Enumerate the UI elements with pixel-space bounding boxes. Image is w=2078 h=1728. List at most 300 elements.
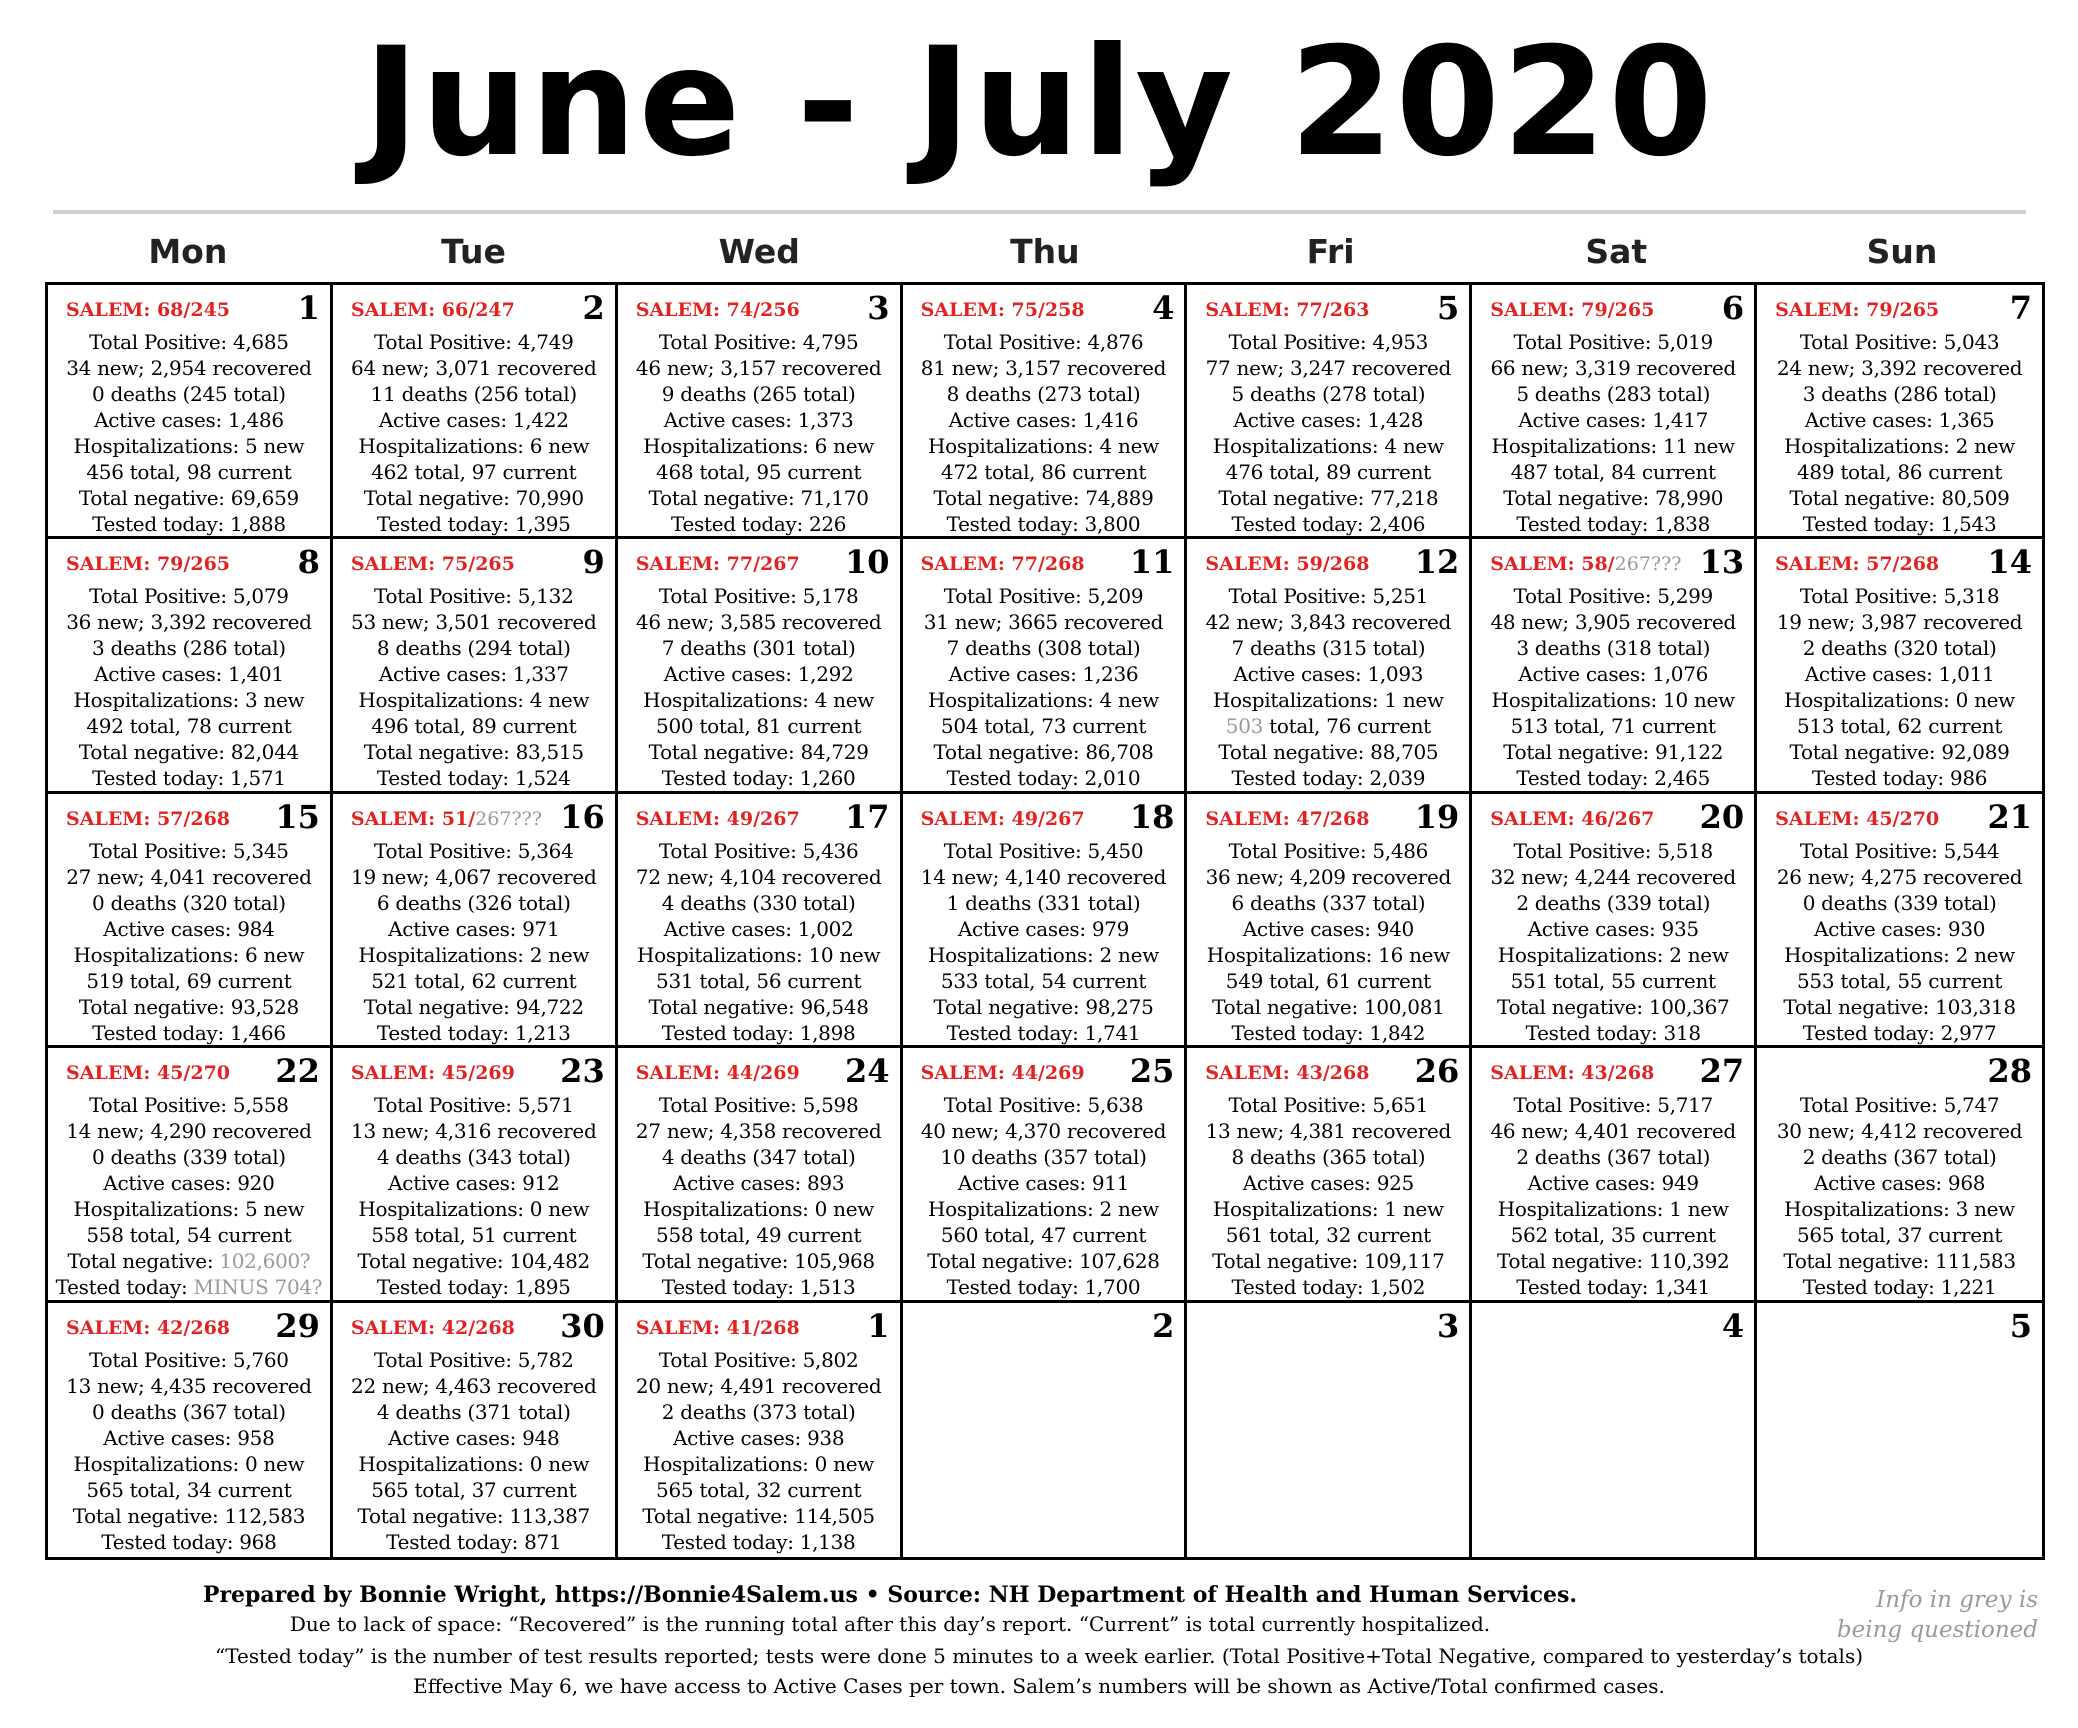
day-stats <box>618 1092 900 1300</box>
day-stats <box>48 1347 330 1555</box>
stat-line: 24 new; 3,392 recovered <box>1776 356 2023 380</box>
stat-line: Total negative: 103,318 <box>1783 994 2016 1019</box>
stat-line: 2 deaths (367 total) <box>1516 1145 1711 1170</box>
stat-line: 2 deaths (339 total) <box>1516 890 1711 915</box>
day-stats <box>1187 583 1469 791</box>
stat-questioned: 102,600? <box>219 1249 311 1274</box>
day-cell <box>1187 285 1472 539</box>
stat-line: Hospitalizations: 4 new <box>928 434 1159 458</box>
stat-line: 66 new; 3,319 recovered <box>1490 356 1736 380</box>
day-cell <box>903 1048 1188 1302</box>
stat-line: Total Positive: 5,019 <box>1513 330 1713 354</box>
stat-line: Hospitalizations: 0 new <box>358 1451 590 1476</box>
salem-cases: SALEM: 49/267 <box>920 807 1085 830</box>
stat-line: Hospitalizations: 6 new <box>643 434 875 458</box>
stat-line: 3 deaths (318 total) <box>1516 636 1711 661</box>
stat-line: Total negative: 92,089 <box>1789 740 2010 765</box>
day-number: 23 <box>560 1052 605 1091</box>
day-stats <box>1472 1092 1754 1300</box>
footer-note-active: Effective May 6, we have access to Active Cases per town. Salem’s numbers will be shown as Active/Total confirmed cases. <box>413 1674 1665 1698</box>
stat-line: Total Positive: 4,685 <box>89 330 289 354</box>
day-number: 27 <box>1699 1052 1745 1091</box>
weekday-thu: Thu <box>1010 232 1080 271</box>
stat-line: Active cases: 912 <box>388 1171 560 1196</box>
stat-line: Tested today: 1,138 <box>661 1529 856 1554</box>
stat-line: Total negative: 70,990 <box>363 486 584 510</box>
salem-cases: SALEM: 79/265 <box>1775 299 1940 321</box>
stat-line: 46 new; 3,157 recovered <box>635 356 882 380</box>
stat-line: Total Positive: 5,436 <box>658 838 859 863</box>
stat-line: Total negative: 74,889 <box>933 486 1154 510</box>
day-cell <box>48 1048 333 1302</box>
day-stats <box>1187 838 1469 1046</box>
day-cell <box>903 285 1188 539</box>
stat-line: 22 new; 4,463 recovered <box>351 1373 597 1398</box>
stat-line: 27 new; 4,041 recovered <box>66 864 312 889</box>
stat-line: Total negative: 113,387 <box>357 1503 590 1528</box>
stat-line: Total negative: 107,628 <box>927 1249 1160 1274</box>
stat-line: Active cases: 911 <box>957 1171 1130 1196</box>
day-number: 13 <box>1699 543 1745 582</box>
stat-line: 77 new; 3,247 recovered <box>1205 356 1452 380</box>
stat-line: Total negative: 111,583 <box>1783 1249 2016 1274</box>
stat-line: Total Positive: 5,760 <box>89 1347 289 1372</box>
stat-line: Hospitalizations: 2 new <box>928 942 1159 967</box>
day-cell <box>1757 1048 2042 1302</box>
day-number: 10 <box>845 543 890 582</box>
stat-line: 565 total, 37 current <box>371 1477 577 1502</box>
day-number: 20 <box>1699 797 1745 836</box>
stat-line: Hospitalizations: 2 new <box>358 942 590 967</box>
stat-line: Total Positive: 5,747 <box>1799 1093 2000 1118</box>
stat-line: 5 deaths (278 total) <box>1231 382 1426 406</box>
day-stats <box>1187 1092 1469 1300</box>
stat-line: 53 new; 3,501 recovered <box>351 610 597 635</box>
stat-line: Total Positive: 5,638 <box>943 1093 1144 1118</box>
stat-line: 562 total, 35 current <box>1510 1223 1716 1248</box>
stat-line: Total negative: 71,170 <box>648 486 869 510</box>
stat-line: Total negative: 105,968 <box>642 1249 875 1274</box>
day-number: 8 <box>297 543 320 582</box>
stat-line: 13 new; 4,381 recovered <box>1205 1119 1452 1144</box>
stat-line: 0 deaths (367 total) <box>92 1399 286 1424</box>
stat-line: 456 total, 98 current <box>86 460 292 484</box>
stat-line <box>1187 713 1469 739</box>
stat-line: Hospitalizations: 0 new <box>358 1197 590 1222</box>
stat-line: 26 new; 4,275 recovered <box>1776 864 2023 889</box>
salem-cases: SALEM: 75/258 <box>920 299 1085 321</box>
day-number: 30 <box>560 1306 605 1345</box>
stat-line: Total Positive: 5,651 <box>1228 1093 1429 1118</box>
salem-cases: SALEM: 59/268 <box>1205 553 1370 576</box>
stat-line: 6 deaths (326 total) <box>376 890 571 915</box>
stat-line: Active cases: 1,093 <box>1233 662 1424 687</box>
stat-line: 533 total, 54 current <box>940 968 1147 993</box>
stat-line: Active cases: 1,401 <box>94 662 284 687</box>
stat-line: Tested today: 1,741 <box>946 1020 1141 1045</box>
salem-cases <box>1490 553 1681 575</box>
stat-line: 468 total, 95 current <box>656 460 862 484</box>
day-number: 28 <box>1987 1052 2032 1091</box>
stat-line: 521 total, 62 current <box>371 968 577 993</box>
stat-line: 3 deaths (286 total) <box>92 636 286 661</box>
stat-line: Hospitalizations: 3 new <box>1784 1197 2016 1222</box>
stat-line: Tested today: 1,260 <box>661 766 856 791</box>
salem-cases: SALEM: 44/269 <box>635 1062 800 1085</box>
stat-line: 72 new; 4,104 recovered <box>635 864 882 889</box>
salem-cases: SALEM: 44/269 <box>920 1062 1085 1085</box>
stat-line: Total negative: 94,722 <box>363 994 584 1019</box>
stat-line: 472 total, 86 current <box>940 460 1147 484</box>
stat-line: 513 total, 62 current <box>1796 714 2003 739</box>
stat-line: Hospitalizations: 4 new <box>1212 434 1444 458</box>
day-cell <box>1472 794 1757 1048</box>
day-number: 3 <box>867 289 890 327</box>
stat-line: 551 total, 55 current <box>1510 968 1716 993</box>
stat-line: 64 new; 3,071 recovered <box>351 356 597 380</box>
day-stats <box>618 838 900 1046</box>
stat-line: 31 new; 3665 recovered <box>923 610 1164 635</box>
stat-line: Active cases: 1,292 <box>663 662 854 687</box>
salem-cases: SALEM: 45/269 <box>350 1062 515 1085</box>
stat-line: 549 total, 61 current <box>1225 968 1431 993</box>
stat-line: Total negative: 112,583 <box>72 1503 306 1528</box>
weekday-wed: Wed <box>718 232 800 271</box>
stat-line: Total Positive: 4,953 <box>1228 330 1429 354</box>
stat-line: 14 new; 4,140 recovered <box>920 864 1167 889</box>
calendar-title: June - July 2020 <box>363 16 1715 190</box>
stat-line: 0 deaths (339 total) <box>1802 890 1997 915</box>
stat-line: 6 deaths (337 total) <box>1231 890 1426 915</box>
day-number: 11 <box>1129 543 1175 582</box>
stat-line: Active cases: 930 <box>1813 916 1986 941</box>
stat-line: 5 deaths (283 total) <box>1516 382 1711 406</box>
day-cell <box>903 1303 1188 1557</box>
stat-line: Hospitalizations: 2 new <box>1784 434 2016 458</box>
stat-line: Total Positive: 5,717 <box>1513 1093 1713 1118</box>
day-number: 17 <box>845 797 890 836</box>
stat-line: Active cases: 940 <box>1242 916 1414 941</box>
day-stats <box>48 583 330 791</box>
stat-line: Total negative: 83,515 <box>363 740 584 765</box>
stat-line: Tested today: 1,502 <box>1231 1275 1426 1300</box>
stat-line: 32 new; 4,244 recovered <box>1490 864 1736 889</box>
stat-line: Total Positive: 4,749 <box>374 330 574 354</box>
stat-line: Tested today: 1,700 <box>946 1275 1141 1300</box>
day-stats <box>1757 583 2042 791</box>
day-cell <box>1757 285 2042 539</box>
stat-label: Tested today: <box>55 1275 194 1300</box>
stat-line: Hospitalizations: 2 new <box>1784 942 2016 967</box>
stat-line: Active cases: 1,422 <box>378 408 569 432</box>
stat-line: Tested today: 2,039 <box>1231 766 1426 791</box>
stat-line: Tested today: 1,888 <box>92 512 286 536</box>
salem-cases: SALEM: 74/256 <box>635 299 800 321</box>
stat-line: Tested today: 1,395 <box>376 512 571 536</box>
stat-line: Total negative: 88,705 <box>1218 740 1439 765</box>
stat-line: 531 total, 56 current <box>656 968 862 993</box>
stat-line: Active cases: 971 <box>388 916 560 941</box>
stat-line: Total Positive: 5,043 <box>1799 330 2000 354</box>
day-number: 5 <box>2009 1306 2032 1345</box>
stat-line: Tested today: 3,800 <box>946 512 1141 536</box>
stat-line: Active cases: 968 <box>1813 1171 1986 1196</box>
stat-line: 8 deaths (365 total) <box>1231 1145 1426 1170</box>
day-stats <box>618 583 900 791</box>
stat-line: Hospitalizations: 0 new <box>643 1451 875 1476</box>
stat-line: 7 deaths (301 total) <box>661 636 856 661</box>
stat-questioned: MINUS 704? <box>193 1275 323 1300</box>
stat-line: 496 total, 89 current <box>371 714 577 739</box>
salem-cases-active: SALEM: 58/ <box>1490 553 1615 576</box>
stat-line: 504 total, 73 current <box>940 714 1147 739</box>
stat-line: Total Positive: 5,299 <box>1513 584 1713 609</box>
stat-line: Active cases: 984 <box>103 916 275 941</box>
stat-line: Hospitalizations: 4 new <box>643 688 875 713</box>
day-cell <box>1187 1048 1472 1302</box>
stat-line: Total Positive: 5,558 <box>89 1093 289 1118</box>
stat-line: Tested today: 1,213 <box>376 1020 571 1045</box>
weekday-tue: Tue <box>441 232 506 271</box>
weekday-fri: Fri <box>1306 232 1355 271</box>
salem-cases: SALEM: 79/265 <box>66 553 231 576</box>
day-number: 29 <box>275 1306 320 1345</box>
stat-line: 4 deaths (371 total) <box>376 1399 571 1424</box>
day-stats <box>333 1092 615 1300</box>
calendar-grid <box>45 282 2045 1560</box>
day-stats <box>1472 583 1754 791</box>
day-cell <box>618 794 903 1048</box>
grey-info-legend-line1: Info in grey is <box>1876 1587 2038 1613</box>
stat-line: Total negative: 86,708 <box>933 740 1154 765</box>
day-cell <box>618 1303 903 1557</box>
salem-cases-active: SALEM: 51/ <box>350 807 476 830</box>
day-cell <box>333 1303 618 1557</box>
salem-cases: SALEM: 49/267 <box>635 807 800 830</box>
stat-line: 0 deaths (320 total) <box>92 890 286 915</box>
day-cell <box>333 285 618 539</box>
day-cell <box>618 285 903 539</box>
stat-line: Tested today: 2,977 <box>1802 1020 1997 1045</box>
day-cell <box>903 539 1188 793</box>
stat-line: Active cases: 1,486 <box>94 408 284 432</box>
stat-line: Total negative: 104,482 <box>357 1249 590 1274</box>
day-cell <box>1472 539 1757 793</box>
day-stats <box>48 838 330 1046</box>
day-stats <box>333 838 615 1046</box>
stat-line: Tested today: 1,842 <box>1231 1020 1426 1045</box>
stat-line: Total negative: 78,990 <box>1503 486 1724 510</box>
stat-line: 489 total, 86 current <box>1796 460 2003 484</box>
salem-cases: SALEM: 41/268 <box>635 1316 800 1339</box>
stat-line: Total Positive: 5,571 <box>374 1093 574 1118</box>
stat-line: Hospitalizations: 2 new <box>1497 942 1729 967</box>
stat-line: 27 new; 4,358 recovered <box>635 1119 882 1144</box>
salem-cases: SALEM: 79/265 <box>1490 299 1655 321</box>
day-number: 2 <box>1152 1306 1175 1345</box>
weekday-sat: Sat <box>1585 232 1648 271</box>
stat-line: Active cases: 1,076 <box>1518 662 1709 687</box>
stat-line: Active cases: 925 <box>1242 1171 1414 1196</box>
day-cell <box>618 539 903 793</box>
stat-line: Tested today: 1,513 <box>661 1275 856 1300</box>
stat-line: Total Positive: 5,782 <box>374 1347 574 1372</box>
stat-line: 4 deaths (343 total) <box>376 1145 571 1170</box>
stat-line: 561 total, 32 current <box>1225 1223 1431 1248</box>
day-cell <box>333 794 618 1048</box>
stat-line: Total negative: 69,659 <box>78 486 299 510</box>
salem-cases: SALEM: 77/268 <box>920 553 1085 576</box>
stat-line: Active cases: 1,416 <box>948 408 1139 432</box>
stat-line: Hospitalizations: 2 new <box>928 1197 1159 1222</box>
day-cell <box>48 1303 333 1557</box>
day-stats <box>903 1092 1185 1300</box>
footer-credit: Prepared by Bonnie Wright, https://Bonnie4Salem.us • Source: NH Department of Health and Human Services. <box>202 1582 1578 1608</box>
stat-line: Total Positive: 5,802 <box>658 1347 859 1372</box>
grey-info-legend-line2: being questioned <box>1836 1617 2038 1643</box>
stat-line: 14 new; 4,290 recovered <box>66 1119 312 1144</box>
stat-line: Active cases: 935 <box>1527 916 1699 941</box>
footer-note-recovered: Due to lack of space: “Recovered” is the running total after this day’s report. “Current” is total currently hospitalized. <box>289 1612 1491 1636</box>
day-number: 12 <box>1414 543 1460 582</box>
salem-cases: SALEM: 68/245 <box>66 299 231 321</box>
salem-cases: SALEM: 43/268 <box>1490 1062 1655 1085</box>
stat-line <box>48 1274 330 1300</box>
day-stats <box>1472 838 1754 1046</box>
day-cell <box>1757 539 2042 793</box>
day-cell <box>48 539 333 793</box>
stat-line: Total negative: 98,275 <box>933 994 1154 1019</box>
salem-cases: SALEM: 45/270 <box>1775 807 1940 830</box>
salem-cases: SALEM: 42/268 <box>350 1316 515 1339</box>
stat-line: 30 new; 4,412 recovered <box>1776 1119 2023 1144</box>
stat-line: Hospitalizations: 0 new <box>1784 688 2016 713</box>
stat-line: 565 total, 37 current <box>1796 1223 2003 1248</box>
salem-cases-questioned: 267??? <box>1614 553 1682 576</box>
salem-cases: SALEM: 75/265 <box>350 553 515 576</box>
stat-line: Tested today: 1,341 <box>1516 1275 1711 1300</box>
stat-line: 20 new; 4,491 recovered <box>635 1373 882 1398</box>
day-number: 3 <box>1437 1306 1460 1345</box>
stat-line: Active cases: 920 <box>103 1171 275 1196</box>
stat-line: Total negative: 110,392 <box>1496 1249 1730 1274</box>
stat-line: Hospitalizations: 4 new <box>928 688 1159 713</box>
day-cell <box>333 539 618 793</box>
stat-line: Total negative: 80,509 <box>1789 486 2010 510</box>
stat-line: 42 new; 3,843 recovered <box>1205 610 1452 635</box>
stat-line: 9 deaths (265 total) <box>661 382 856 406</box>
stat-line: Tested today: 2,406 <box>1231 512 1426 536</box>
stat-line: Total negative: 100,367 <box>1496 994 1730 1019</box>
stat-line: Total negative: 100,081 <box>1212 994 1445 1019</box>
stat-line: Total Positive: 5,318 <box>1799 584 2000 609</box>
salem-cases: SALEM: 46/267 <box>1490 807 1655 830</box>
day-number: 24 <box>845 1052 890 1091</box>
stat-line: Active cases: 948 <box>388 1425 560 1450</box>
stat-line: Active cases: 1,236 <box>948 662 1139 687</box>
stat-line: 4 deaths (330 total) <box>661 890 856 915</box>
stat-line: 40 new; 4,370 recovered <box>920 1119 1167 1144</box>
stat-line: 492 total, 78 current <box>86 714 292 739</box>
stat-questioned: 503 <box>1225 714 1264 739</box>
stat-line: Total Positive: 5,544 <box>1799 838 2000 863</box>
stat-line: 513 total, 71 current <box>1510 714 1716 739</box>
stat-line: Hospitalizations: 6 new <box>358 434 590 458</box>
stat-line: Total negative: 109,117 <box>1212 1249 1445 1274</box>
stat-line: 558 total, 49 current <box>656 1223 862 1248</box>
day-number: 22 <box>275 1052 320 1091</box>
stat-line: 0 deaths (339 total) <box>92 1145 286 1170</box>
day-cell <box>1187 539 1472 793</box>
day-stats <box>1187 329 1469 537</box>
salem-cases <box>351 808 542 830</box>
stat-line: Hospitalizations: 1 new <box>1212 688 1444 713</box>
salem-cases: SALEM: 57/268 <box>66 807 231 830</box>
day-stats <box>48 329 330 537</box>
stat-line: Tested today: 871 <box>386 1529 562 1554</box>
day-cell <box>48 285 333 539</box>
stat-line: 48 new; 3,905 recovered <box>1490 610 1736 635</box>
day-cell <box>1472 1048 1757 1302</box>
stat-line: 13 new; 4,316 recovered <box>351 1119 597 1144</box>
day-stats <box>333 329 615 537</box>
stat-line: 11 deaths (256 total) <box>370 382 577 406</box>
stat-line: Tested today: 2,465 <box>1516 766 1711 791</box>
stat-line: Tested today: 986 <box>1811 766 1988 791</box>
stat-line: Hospitalizations: 16 new <box>1206 942 1451 967</box>
salem-cases: SALEM: 77/263 <box>1205 299 1370 321</box>
stat-line: Hospitalizations: 10 new <box>636 942 881 967</box>
stat-line: 553 total, 55 current <box>1796 968 2003 993</box>
day-number: 18 <box>1129 797 1175 836</box>
stat-line: Total Positive: 5,251 <box>1228 584 1429 609</box>
stat-line: 558 total, 51 current <box>371 1223 577 1248</box>
stat-line: Tested today: 2,010 <box>946 766 1141 791</box>
stat-line: Tested today: 1,466 <box>92 1020 286 1045</box>
salem-cases-questioned: 267??? <box>475 807 543 830</box>
day-cell <box>618 1048 903 1302</box>
stat-line: 500 total, 81 current <box>656 714 862 739</box>
day-stats <box>618 329 900 537</box>
day-number: 4 <box>1721 1306 1745 1345</box>
stat-line: Total Positive: 4,876 <box>943 330 1144 354</box>
stat-line: 7 deaths (315 total) <box>1231 636 1426 661</box>
stat-line: Total negative: 84,729 <box>648 740 869 765</box>
stat-line: Active cases: 1,373 <box>663 408 854 432</box>
stat-line: Active cases: 949 <box>1527 1171 1699 1196</box>
stat-line: 565 total, 32 current <box>656 1477 862 1502</box>
day-number: 2 <box>582 289 605 327</box>
stat-line: 8 deaths (273 total) <box>946 382 1141 406</box>
stat-line: 13 new; 4,435 recovered <box>66 1373 312 1398</box>
stat-line: 4 deaths (347 total) <box>661 1145 856 1170</box>
stat-line: Active cases: 1,002 <box>663 916 854 941</box>
stat-line: 1 deaths (331 total) <box>946 890 1141 915</box>
stat-line: 19 new; 3,987 recovered <box>1776 610 2023 635</box>
stat-line: Active cases: 1,365 <box>1804 408 1995 432</box>
day-cell <box>1472 285 1757 539</box>
stat-line: 34 new; 2,954 recovered <box>66 356 312 380</box>
day-cell <box>1187 794 1472 1048</box>
stat-line: Hospitalizations: 6 new <box>73 942 305 967</box>
stat-line: Hospitalizations: 0 new <box>643 1197 875 1222</box>
stat-line: 36 new; 3,392 recovered <box>66 610 312 635</box>
stat-label: total, 76 current <box>1263 714 1431 739</box>
stat-line: Hospitalizations: 5 new <box>73 434 305 458</box>
stat-line: Hospitalizations: 1 new <box>1212 1197 1444 1222</box>
stat-line: Active cases: 958 <box>103 1425 275 1450</box>
stat-line: Total Positive: 5,345 <box>89 838 289 863</box>
